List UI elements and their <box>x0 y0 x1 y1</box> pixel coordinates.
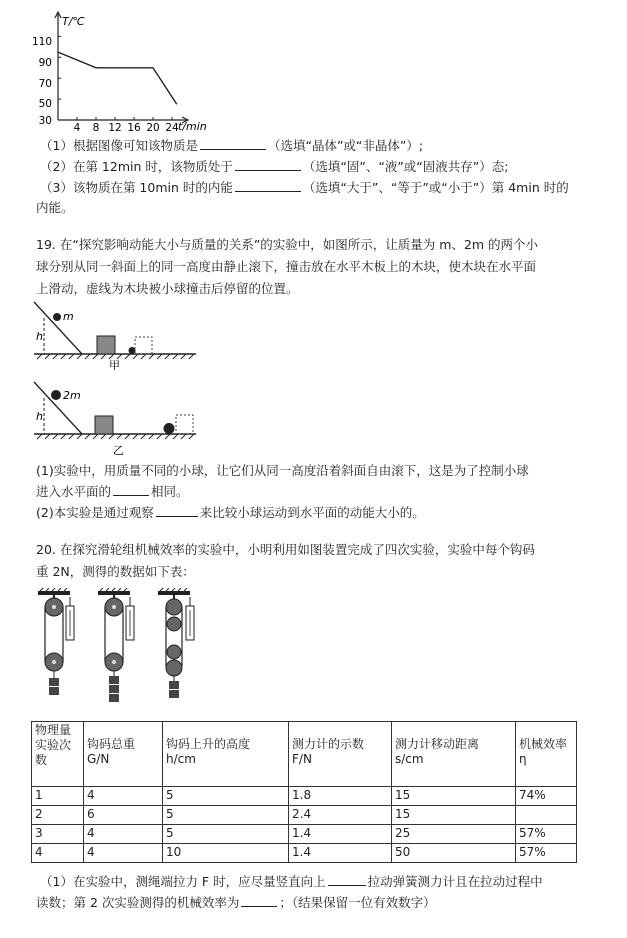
table-cell: 74% <box>516 787 577 806</box>
q20-stem-line-2: 重 2N，测得的数据如下表： <box>36 564 195 579</box>
table-cell: 4 <box>84 787 163 806</box>
figure-yi-incline <box>28 380 203 460</box>
table-header-row <box>32 722 577 787</box>
y-axis-label: T/℃ <box>62 15 85 28</box>
header-text: 实验次 <box>35 738 72 752</box>
q20-sub-1-tail-2: ；（结果保留一位有效数字） <box>279 895 436 910</box>
table-cell: 1 <box>32 787 84 806</box>
q20-sub-1-line-2 <box>36 894 436 911</box>
header-text: 钩码上升的高度 <box>166 737 251 751</box>
table-cell: 1.4 <box>289 825 392 844</box>
x-tick-label: 20 <box>146 122 160 134</box>
pulley-setup-2 <box>98 588 134 702</box>
ball-mass-label: m <box>63 310 74 323</box>
table-cell: 1.4 <box>289 844 392 863</box>
q18-item-1-text: （1）根据图像可知该物质是 <box>40 138 198 153</box>
answer-blank[interactable] <box>156 504 198 517</box>
y-tick-label: 110 <box>31 36 52 48</box>
table-cell: 2.4 <box>289 806 392 825</box>
table-row <box>32 787 577 806</box>
figure-jia-incline <box>28 296 203 370</box>
experiment-data-table <box>31 721 577 863</box>
temperature-curve <box>58 52 177 104</box>
header-text: 钩码总重 <box>87 737 136 751</box>
header-cell-trial <box>32 722 84 787</box>
q20-sub-1-tail: 拉动弹簧测力计且在拉动过程中 <box>367 874 543 889</box>
header-text: 物理量 <box>35 723 72 737</box>
header-cell-efficiency <box>516 722 577 787</box>
x-tick-label: 24 <box>165 122 179 134</box>
q19-sub-1-line-2 <box>36 483 189 500</box>
q20-sub-1-text-2: 读数；第 2 次实验测得的机械效率为 <box>36 895 240 910</box>
table-cell: 2 <box>32 806 84 825</box>
q19-sub-1-tail: 相同。 <box>151 484 189 499</box>
q20-sub-1-text: （1）在实验中，测绳端拉力 F 时，应尽量竖直向上 <box>40 874 326 889</box>
header-text: 数 <box>35 753 48 767</box>
table-cell: 15 <box>392 806 516 825</box>
y-tick-label: 90 <box>38 57 52 69</box>
q18-item-2-options: （选填“固”、“液”或“固液共存”）态; <box>302 159 509 174</box>
height-label: h <box>36 410 43 423</box>
table-cell: 3 <box>32 825 84 844</box>
q18-item-3-options: （选填“大于”、“等于”或“小于”）第 4min 时的 <box>302 180 569 195</box>
table-cell: 5 <box>163 806 289 825</box>
x-tick-label: 16 <box>127 122 141 134</box>
y-tick-label: 70 <box>38 78 52 90</box>
q20-sub-1-line-1 <box>40 873 543 890</box>
figure-caption: 乙 <box>113 444 124 457</box>
q19-sub-1-text: 进入水平面的 <box>36 484 112 499</box>
ball-mass-label: 2m <box>63 389 81 402</box>
table-cell-empty[interactable] <box>516 806 577 825</box>
ball-after-collision <box>129 347 136 354</box>
block-final-position <box>176 415 193 434</box>
q18-item-3 <box>40 179 569 196</box>
header-cell-weight <box>84 722 163 787</box>
pulley-setup-3 <box>158 588 194 698</box>
header-unit: G/N <box>87 752 110 766</box>
q19-stem-line-2: 球分别从同一斜面上的同一高度由静止滚下，撞击放在水平木板上的木块，使木块在水平面 <box>36 259 537 274</box>
header-cell-force <box>289 722 392 787</box>
header-cell-distance <box>392 722 516 787</box>
answer-blank[interactable] <box>200 137 266 150</box>
wood-block <box>97 336 115 354</box>
table-cell: 1.8 <box>289 787 392 806</box>
header-text: 测力计的示数 <box>292 737 365 751</box>
q19-stem-line-3: 上滑动，虚线为木块被小球撞击后停留的位置。 <box>36 281 299 296</box>
header-text: 机械效率 <box>519 737 568 751</box>
q18-item-2-text: （2）在第 12min 时，该物质处于 <box>40 159 233 174</box>
y-tick-label: 50 <box>38 98 52 110</box>
answer-blank[interactable] <box>113 483 149 496</box>
q20-stem-line-1: 20. 在探究滑轮组机械效率的实验中，小明利用如图装置完成了四次实验，实验中每个钩码 <box>36 542 535 557</box>
answer-blank[interactable] <box>328 873 366 886</box>
table-cell: 5 <box>163 787 289 806</box>
header-unit: F/N <box>292 752 312 766</box>
table-row <box>32 806 577 825</box>
q19-sub-2 <box>36 504 425 521</box>
answer-blank[interactable] <box>235 179 301 192</box>
ground-hatching <box>37 434 194 439</box>
block-final-position <box>135 337 152 354</box>
answer-blank[interactable] <box>235 158 301 171</box>
header-text: 测力计移动距离 <box>395 737 480 751</box>
table-cell: 10 <box>163 844 289 863</box>
q19-sub-1-line-1: (1)实验中，用质量不同的小球，让它们从同一高度沿着斜面自由滚下，这是为了控制小球 <box>36 463 529 478</box>
ball-m <box>53 313 61 321</box>
header-cell-height <box>163 722 289 787</box>
table-cell: 5 <box>163 825 289 844</box>
table-cell: 50 <box>392 844 516 863</box>
table-cell: 15 <box>392 787 516 806</box>
table-cell: 25 <box>392 825 516 844</box>
table-cell: 4 <box>84 825 163 844</box>
q19-sub-2-text: (2)本实验是通过观察 <box>36 505 154 520</box>
q18-item-2 <box>40 158 508 175</box>
table-cell: 57% <box>516 844 577 863</box>
table-row <box>32 844 577 863</box>
answer-blank[interactable] <box>241 894 277 907</box>
x-tick-label: 8 <box>92 122 100 134</box>
pulley-setups-figure <box>30 588 215 713</box>
q19-sub-2-tail: 来比较小球运动到水平面的动能大小的。 <box>199 505 425 520</box>
q18-item-1-options: （选填“晶体”或“非晶体”）; <box>267 138 424 153</box>
q18-item-3-continued: 内能。 <box>36 200 74 215</box>
ball-after-collision <box>164 423 175 434</box>
figure-caption: 甲 <box>109 359 120 370</box>
temperature-time-graph <box>20 8 220 136</box>
q18-item-1 <box>40 137 423 154</box>
ball-2m <box>51 390 61 400</box>
table-cell: 4 <box>32 844 84 863</box>
table-cell: 4 <box>84 844 163 863</box>
header-unit: h/cm <box>166 752 196 766</box>
wood-block <box>95 416 113 434</box>
header-unit: s/cm <box>395 752 424 766</box>
x-tick-label: 4 <box>73 122 81 134</box>
header-unit: η <box>519 752 527 766</box>
x-axis-label: t/min <box>178 120 207 133</box>
incline-slope <box>34 302 82 354</box>
x-tick-label: 12 <box>108 122 122 134</box>
height-label: h <box>36 330 43 343</box>
table-row <box>32 825 577 844</box>
y-tick-label: 30 <box>38 115 52 127</box>
q19-stem-line-1: 19. 在“探究影响动能大小与质量的关系”的实验中，如图所示，让质量为 m、2m 的两个小 <box>36 237 539 252</box>
pulley-setup-1 <box>38 588 74 695</box>
table-cell: 6 <box>84 806 163 825</box>
q18-item-3-text: （3）该物质在第 10min 时的内能 <box>40 180 233 195</box>
table-cell: 57% <box>516 825 577 844</box>
